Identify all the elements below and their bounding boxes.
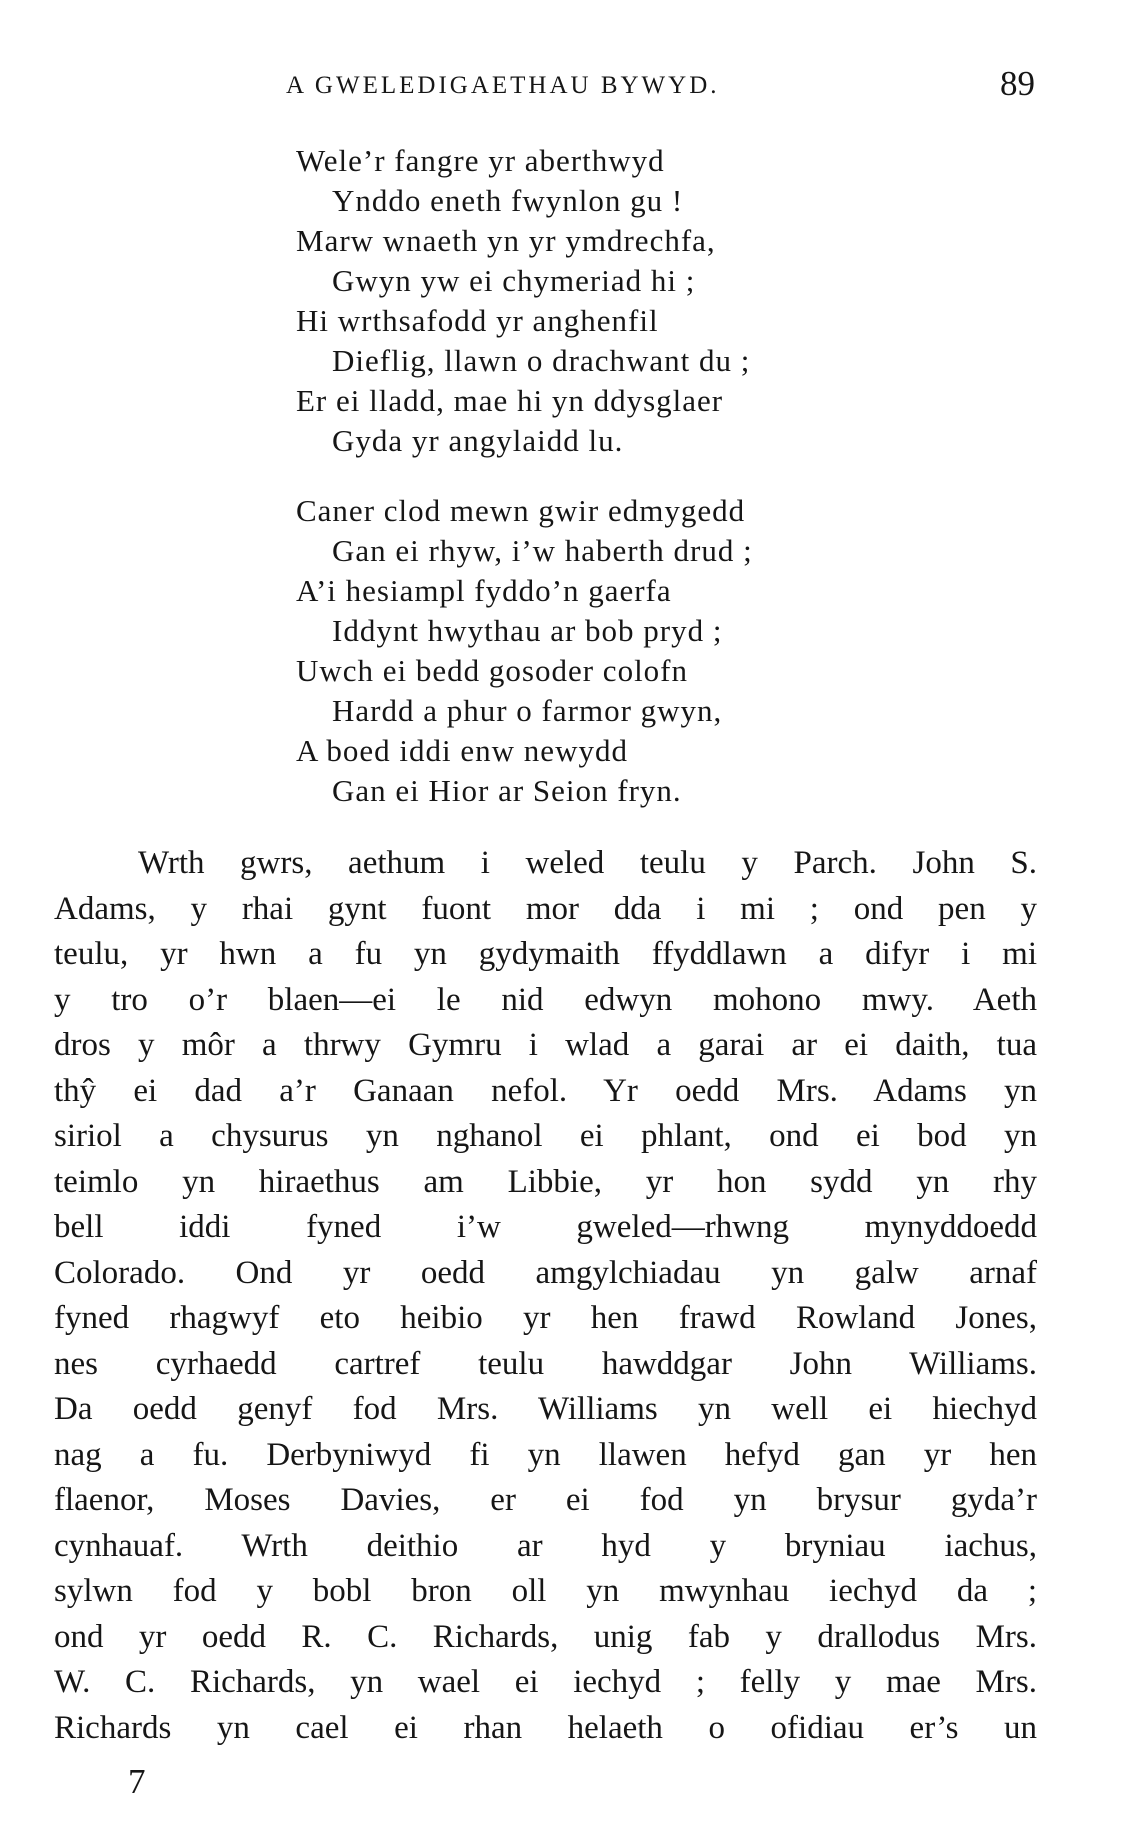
poem-line: Wele’r fangre yr aberthwyd: [296, 143, 665, 178]
prose-line: nag a fu. Derbyniwyd fi yn llawen hefyd gan yr hen: [54, 1436, 1037, 1473]
poem-line: Er ei lladd, mae hi yn ddysglaer: [296, 383, 724, 418]
poem-line: Uwch ei bedd gosoder colofn: [296, 653, 689, 688]
prose-line: W. C. Richards, yn wael ei iechyd ; felly y mae Mrs.: [54, 1664, 1037, 1700]
poem-line: Gan ei Hior ar Seion fryn.: [332, 773, 682, 808]
poem-line: A’i hesiampl fyddo’n gaerfa: [296, 573, 672, 608]
prose-line: teimlo yn hiraethus am Libbie, yr hon sydd yn rhy: [54, 1163, 1037, 1200]
prose-line: y tro o’r blaen—ei le nid edwyn mohono mwy. Aeth: [54, 981, 1037, 1018]
prose-paragraph: [54, 841, 1037, 1751]
prose-line: dros y môr a thrwy Gymru i wlad a garai ar ei daith, tua: [54, 1027, 1037, 1063]
poem-line: Ynddo eneth fwynlon gu !: [332, 183, 684, 218]
prose-line: siriol a chysurus yn nghanol ei phlant, ond ei bod yn: [54, 1118, 1037, 1154]
prose-line: cynhauaf. Wrth deithio ar hyd y bryniau iachus,: [54, 1527, 1037, 1564]
prose-line: fyned rhagwyf eto heibio yr hen frawd Rowland Jones,: [54, 1300, 1037, 1336]
prose-line: thŷ ei dad a’r Ganaan nefol. Yr oedd Mrs. Adams yn: [54, 1072, 1037, 1109]
prose-line: Da oedd genyf fod Mrs. Williams yn well ei hiechyd: [54, 1391, 1037, 1427]
prose-line: nes cyrhaedd cartref teulu hawddgar John Williams.: [54, 1345, 1037, 1382]
prose-line: ond yr oedd R. C. Richards, unig fab y drallodus Mrs.: [54, 1618, 1037, 1655]
poem-line: Iddynt hwythau ar bob pryd ;: [332, 613, 723, 648]
prose-line: Wrth gwrs, aethum i weled teulu y Parch. John S.: [138, 845, 1037, 881]
poem-line: Gyda yr angylaidd lu.: [332, 423, 624, 458]
signature-mark: 7: [128, 1762, 146, 1801]
poem-line: Caner clod mewn gwir edmygedd: [296, 493, 746, 528]
prose-line: Colorado. Ond yr oedd amgylchiadau yn galw arnaf: [54, 1254, 1037, 1291]
poem-line: A boed iddi enw newydd: [296, 733, 628, 768]
running-title: A GWELEDIGAETHAU BYWYD.: [286, 72, 720, 99]
prose-line: Adams, y rhai gynt fuont mor dda i mi ; ond pen y: [54, 890, 1037, 927]
prose-line: flaenor, Moses Davies, er ei fod yn brysur gyda’r: [54, 1482, 1037, 1518]
poem-stanza-1: [296, 141, 916, 461]
prose-line: Richards yn cael ei rhan helaeth o ofidiau er’s un: [54, 1709, 1037, 1746]
poem-line: Gan ei rhyw, i’w haberth drud ;: [332, 533, 753, 568]
poem-stanza-2: [296, 491, 916, 811]
prose-line: teulu, yr hwn a fu yn gydymaith ffyddlawn a difyr i mi: [54, 936, 1037, 972]
prose-line: sylwn fod y bobl bron oll yn mwynhau iechyd da ;: [54, 1573, 1037, 1609]
prose-line: bell iddi fyned i’w gweled—rhwng mynyddoedd: [54, 1209, 1037, 1245]
poem-line: Dieflig, llawn o drachwant du ;: [332, 343, 751, 378]
poem-line: Hi wrthsafodd yr anghenfil: [296, 303, 659, 338]
poem-line: Hardd a phur o farmor gwyn,: [332, 693, 723, 728]
page-number: 89: [1000, 64, 1035, 103]
poem-line: Marw wnaeth yn yr ymdrechfa,: [296, 223, 716, 258]
poem-line: Gwyn yw ei chymeriad hi ;: [332, 263, 696, 298]
